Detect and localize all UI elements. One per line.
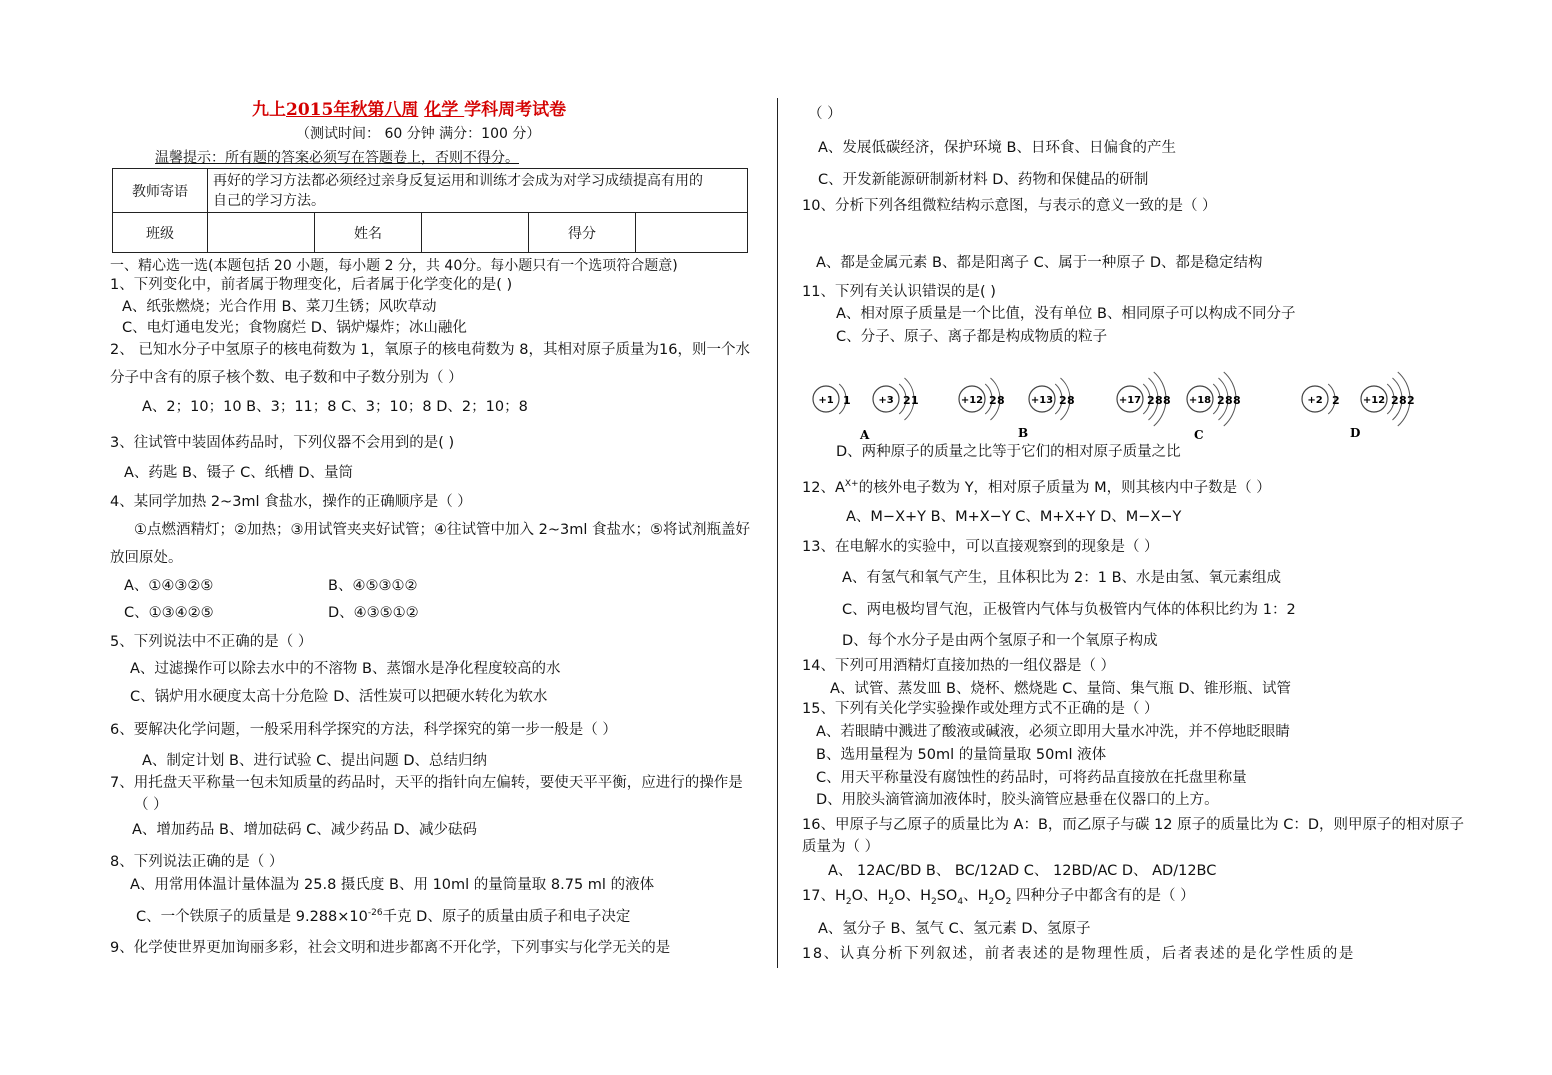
electron-count-label: 2 <box>1147 394 1155 407</box>
question-15-option-c: C、用天平称量没有腐蚀性的药品时，可将药品直接放在托盘里称量 <box>816 770 1247 786</box>
electron-count-label: 2 <box>1391 394 1399 407</box>
electron-count-label: 2 <box>1332 394 1340 407</box>
atom-nucleus-label: +1 <box>818 395 834 406</box>
atom-nucleus-label: +18 <box>1188 395 1212 406</box>
teacher-message: 再好的学习方法都必须经过亲身反复运用和训练才会成为对学习成绩提高有用的 自己的学习方法。 <box>208 169 748 213</box>
question-9-options-cd: C、开发新能源研制新材料 D、药物和保健品的研制 <box>818 172 1149 188</box>
question-1-options-cd: C、电灯通电发光；食物腐烂 D、锅炉爆炸；冰山融化 <box>122 320 467 336</box>
atom-nucleus-label: +12 <box>1362 395 1386 406</box>
question-17: 17、$H_2O$、$H_2O$、$H_2SO_4$、$H_2O_2$ 四种分子中都含有的是（ ） <box>802 888 1195 907</box>
electron-count-label: 2 <box>903 394 911 407</box>
electron-count-label: 8 <box>1233 394 1241 407</box>
atom-nucleus-label: +13 <box>1030 395 1054 406</box>
question-7-line-2: （ ） <box>134 797 168 813</box>
question-15: 15、下列有关化学实验操作或处理方式不正确的是（ ） <box>802 701 1159 717</box>
question-11-options-ab: A、相对原子质量是一个比值，没有单位 B、相同原子可以构成不同分子 <box>836 306 1296 322</box>
question-12: 12、$A^{X+}$的核外电子数为 Y，相对原子质量为 M，则其核内中子数是（ ） <box>802 479 1271 496</box>
question-17-options: A、氢分子 B、氢气 C、氢元素 D、氢原子 <box>818 921 1091 937</box>
atom-group-label-c: C <box>1194 428 1204 442</box>
atom-group-label-d: D <box>1350 426 1361 440</box>
question-4: 4、某同学加热 2~3ml 食盐水，操作的正确顺序是（ ） <box>110 494 472 510</box>
atom-nucleus-label: +3 <box>878 395 894 406</box>
electron-count-label: 2 <box>1407 394 1415 407</box>
question-1-options-ab: A、纸张燃烧；光合作用 B、菜刀生锈；风吹草动 <box>122 299 437 315</box>
score-field[interactable] <box>636 213 748 253</box>
question-10-options: A、都是金属元素 B、都是阳离子 C、属于一种原子 D、都是稳定结构 <box>816 255 1263 271</box>
subtitle: （测试时间： 60 分钟 满分：100 分） <box>296 126 541 142</box>
question-7-options: A、增加药品 B、增加砝码 C、减少药品 D、减少砝码 <box>132 822 477 838</box>
question-13: 13、在电解水的实验中，可以直接观察到的现象是（ ） <box>802 539 1159 555</box>
atom-group-label-a: A <box>860 428 870 442</box>
question-8-options-ab: A、用常用体温计量体温为 25.8 摄氏度 B、用 10ml 的量筒量取 8.75 ml 的液体 <box>130 877 655 893</box>
question-2-line-1: 2、 已知水分子中氢原子的核电荷数为 1，氧原子的核电荷数为 8，其相对原子质量为16，则一个水 <box>110 342 750 358</box>
question-9-paren: （ ） <box>808 106 842 122</box>
question-14-options: A、试管、蒸发皿 B、烧杯、燃烧匙 C、量筒、集气瓶 D、锥形瓶、试管 <box>830 681 1291 697</box>
question-16-options: A、 12AC/BD B、 BC/12AD C、 12BD/AC D、 AD/12BC <box>828 863 1217 879</box>
question-4-option-c: C、①③④②⑤ <box>124 605 214 621</box>
column-divider <box>777 98 778 968</box>
question-5-options-cd: C、锅炉用水硬度太高十分危险 D、活性炭可以把硬水转化为软水 <box>130 689 548 705</box>
electron-count-label: 8 <box>1155 394 1163 407</box>
question-11-option-d: D、两种原子的质量之比等于它们的相对原子质量之比 <box>836 444 1181 460</box>
question-13-options-ab: A、有氢气和氧气产生，且体积比为 2：1 B、水是由氢、氧元素组成 <box>842 570 1282 586</box>
question-18: 18、认真分析下列叙述，前者表述的是物理性质，后者表述的是化学性质的是 <box>802 946 1355 962</box>
question-13-option-d: D、每个水分子是由两个氢原子和一个氧原子构成 <box>842 633 1158 649</box>
section-heading: 一、精心选一选(本题包括 20 小题，每小题 2 分，共 40分。每小题只有一个选项符合题意) <box>110 258 678 274</box>
question-2-options: A、2；10；10 B、3；11；8 C、3；10；8 D、2；10；8 <box>142 399 528 415</box>
question-16-line-2: 质量为（ ） <box>802 839 880 855</box>
class-label: 班级 <box>113 213 208 253</box>
atom-group-label-b: B <box>1018 426 1029 440</box>
score-label: 得分 <box>529 213 636 253</box>
name-label: 姓名 <box>315 213 422 253</box>
name-field[interactable] <box>422 213 529 253</box>
question-14: 14、下列可用酒精灯直接加热的一组仪器是（ ） <box>802 658 1116 674</box>
question-4-option-a: A、①④③②⑤ <box>124 578 214 594</box>
question-4-steps-2: 放回原处。 <box>110 550 183 566</box>
class-field[interactable] <box>208 213 315 253</box>
atom-diagram <box>1117 372 1171 426</box>
page-title: 九上2015年秋第八周 化学 学科周考试卷 <box>252 100 567 120</box>
question-13-option-c: C、两电极均冒气泡，正极管内气体与负极管内气体的体积比约为 1：2 <box>842 602 1296 618</box>
question-7-line-1: 7、用托盘天平称量一包未知质量的药品时，天平的指针向左偏转，要使天平平衡，应进行的操作是 <box>110 775 743 791</box>
question-8-options-cd: C、一个铁原子的质量是 $9.288\times 10^{-26}$千克 D、原子的质量由质子和电子决定 <box>136 908 631 925</box>
question-4-option-b: B、④⑤③①② <box>328 578 418 594</box>
atom-diagram <box>1361 372 1415 426</box>
question-6-options: A、制定计划 B、进行试验 C、提出问题 D、总结归纳 <box>142 753 487 769</box>
atom-diagram <box>1029 378 1075 420</box>
question-8: 8、下列说法正确的是（ ） <box>110 854 284 870</box>
atom-nucleus-label: +12 <box>960 395 984 406</box>
question-15-option-a: A、若眼睛中溅进了酸液或碱液，必须立即用大量水冲洗，并不停地眨眼睛 <box>816 724 1290 740</box>
question-3: 3、往试管中装固体药品时，下列仪器不会用到的是( ) <box>110 435 455 451</box>
electron-count-label: 1 <box>911 394 919 407</box>
atom-nucleus-label: +2 <box>1307 395 1323 406</box>
atom-nucleus-label: +17 <box>1118 395 1142 406</box>
question-15-option-d: D、用胶头滴管滴加液体时，胶头滴管应悬垂在仪器口的上方。 <box>816 792 1219 808</box>
electron-count-label: 1 <box>843 394 851 407</box>
atom-diagram <box>873 378 919 420</box>
electron-count-label: 8 <box>1225 394 1233 407</box>
question-3-options: A、药匙 B、镊子 C、纸槽 D、量筒 <box>124 465 353 481</box>
question-11: 11、下列有关认识错误的是( ) <box>802 284 996 300</box>
question-16-line-1: 16、甲原子与乙原子的质量比为 A：B，而乙原子与碳 12 原子的质量比为 C：D，则甲原子的相对原子 <box>802 817 1464 833</box>
question-2-line-2: 分子中含有的原子核个数、电子数和中子数分别为（ ） <box>110 370 463 386</box>
atom-diagram <box>1302 384 1340 414</box>
question-9-options-ab: A、发展低碳经济，保护环境 B、日环食、日偏食的产生 <box>818 140 1176 156</box>
question-12-options: A、M−X+Y B、M+X−Y C、M+X+Y D、M−X−Y <box>846 509 1182 525</box>
electron-count-label: 2 <box>1059 394 1067 407</box>
question-9: 9、化学使世界更加询丽多彩，社会文明和进步都离不开化学，下列事实与化学无关的是 <box>110 940 671 956</box>
electron-count-label: 8 <box>1399 394 1407 407</box>
electron-count-label: 8 <box>1163 394 1171 407</box>
electron-count-label: 8 <box>997 394 1005 407</box>
question-15-option-b: B、选用量程为 50ml 的量筒量取 50ml 液体 <box>816 747 1107 763</box>
question-11-option-c: C、分子、原子、离子都是构成物质的粒子 <box>836 329 1108 345</box>
question-1: 1、下列变化中，前者属于物理变化，后者属于化学变化的是( ) <box>110 277 513 293</box>
atom-structure-diagrams <box>800 355 1440 445</box>
question-4-steps-1: ①点燃酒精灯；②加热；③用试管夹夹好试管；④往试管中加入 2~3ml 食盐水；⑤将试剂瓶盖好 <box>134 522 750 538</box>
question-10: 10、分析下列各组微粒结构示意图，与表示的意义一致的是（ ） <box>802 198 1217 214</box>
atom-diagram <box>959 378 1005 420</box>
question-5: 5、下列说法中不正确的是（ ） <box>110 634 313 650</box>
question-6: 6、要解决化学问题，一般采用科学探究的方法，科学探究的第一步一般是（ ） <box>110 722 617 738</box>
question-5-options-ab: A、过滤操作可以除去水中的不溶物 B、蒸馏水是净化程度较高的水 <box>130 661 561 677</box>
tip: 温馨提示：所有题的答案必须写在答题卷上，否则不得分。 <box>155 150 519 166</box>
electron-count-label: 2 <box>1217 394 1225 407</box>
question-4-option-d: D、④③⑤①② <box>328 605 419 621</box>
atom-diagram <box>1187 372 1241 426</box>
electron-count-label: 8 <box>1067 394 1075 407</box>
atom-diagram <box>813 384 851 414</box>
info-table <box>112 168 748 253</box>
electron-count-label: 2 <box>989 394 997 407</box>
teacher-label: 教师寄语 <box>113 169 208 213</box>
